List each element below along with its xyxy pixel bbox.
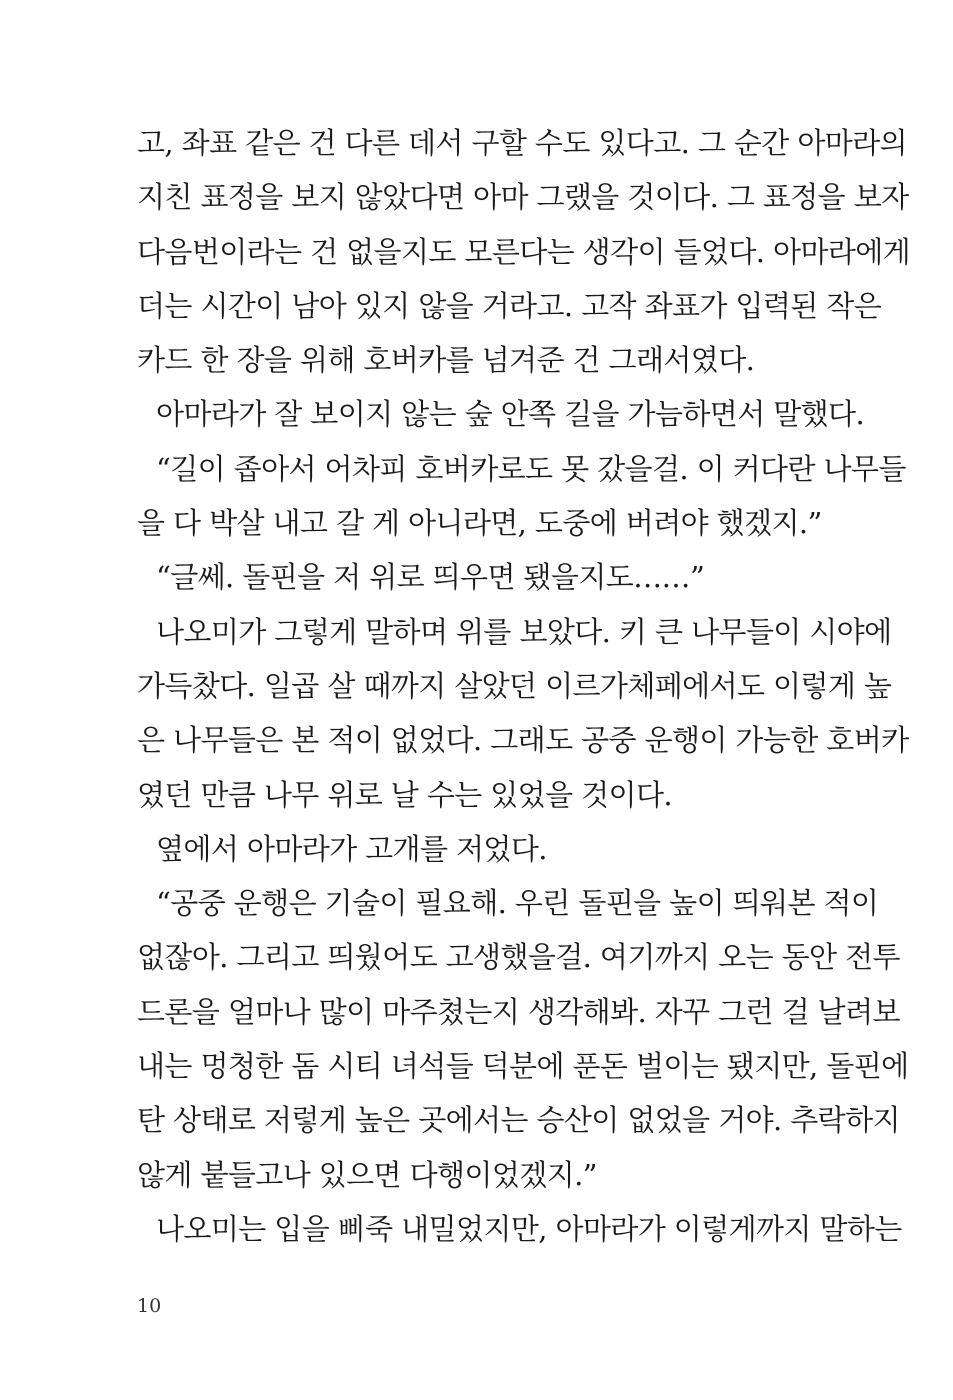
text-line: 고, 좌표 같은 건 다른 데서 구할 수도 있다고. 그 순간 아마라의 [137,126,907,160]
text-line: 을 다 박살 내고 갈 게 아니라면, 도중에 버려야 했겠지.” [137,506,822,541]
text-line: 였던 만큼 나무 위로 날 수는 있었을 것이다. [137,777,672,812]
text-line: 드론을 얼마나 많이 마주쳤는지 생각해봐. 자꾸 그런 걸 날려보 [137,994,900,1029]
text-line: “길이 좁아서 어차피 호버카로도 못 갔을걸. 이 커다란 나무들 [156,451,906,486]
text-line: 않게 붙들고나 있으면 다행이었겠지.” [137,1157,597,1192]
text-line: 옆에서 아마라가 고개를 저었다. [156,831,547,866]
text-line: 은 나무들은 본 적이 없었다. 그래도 공중 운행이 가능한 호버카 [137,723,909,758]
text-line: 카드 한 장을 위해 호버카를 넘겨준 건 그래서였다. [137,343,755,378]
text-line: 아마라가 잘 보이지 않는 숲 안쪽 길을 가늠하면서 말했다. [156,397,865,432]
text-line: 나오미는 입을 삐죽 내밀었지만, 아마라가 이렇게까지 말하는 [156,1211,902,1246]
text-line: 나오미가 그렇게 말하며 위를 보았다. 키 큰 나무들이 시야에 [156,614,892,649]
text-line: 더는 시간이 남아 있지 않을 거라고. 고작 좌표가 입력된 작은 [137,288,882,323]
text-line: 내는 멍청한 돔 시티 녀석들 덕분에 푼돈 벌이는 됐지만, 돌핀에 [137,1049,909,1084]
text-line: 지친 표정을 보지 않았다면 아마 그랬을 것이다. 그 표정을 보자 [137,180,909,215]
text-line: “글쎄. 돌핀을 저 위로 띄우면 됐을지도……” [156,560,705,595]
page-number: 10 [137,1295,162,1317]
text-line: 다음번이라는 건 없을지도 모른다는 생각이 들었다. 아마라에게 [137,234,911,269]
text-line: 탄 상태로 저렇게 높은 곳에서는 승산이 없었을 거야. 추락하지 [137,1103,900,1138]
text-line: “공중 운행은 기술이 필요해. 우린 돌핀을 높이 띄워본 적이 [156,886,879,921]
body-text [137,116,911,1256]
text-line: 없잖아. 그리고 띄웠어도 고생했을걸. 여기까지 오는 동안 전투 [137,940,900,975]
text-line: 가득찼다. 일곱 살 때까지 살았던 이르가체페에서도 이렇게 높 [137,668,892,703]
